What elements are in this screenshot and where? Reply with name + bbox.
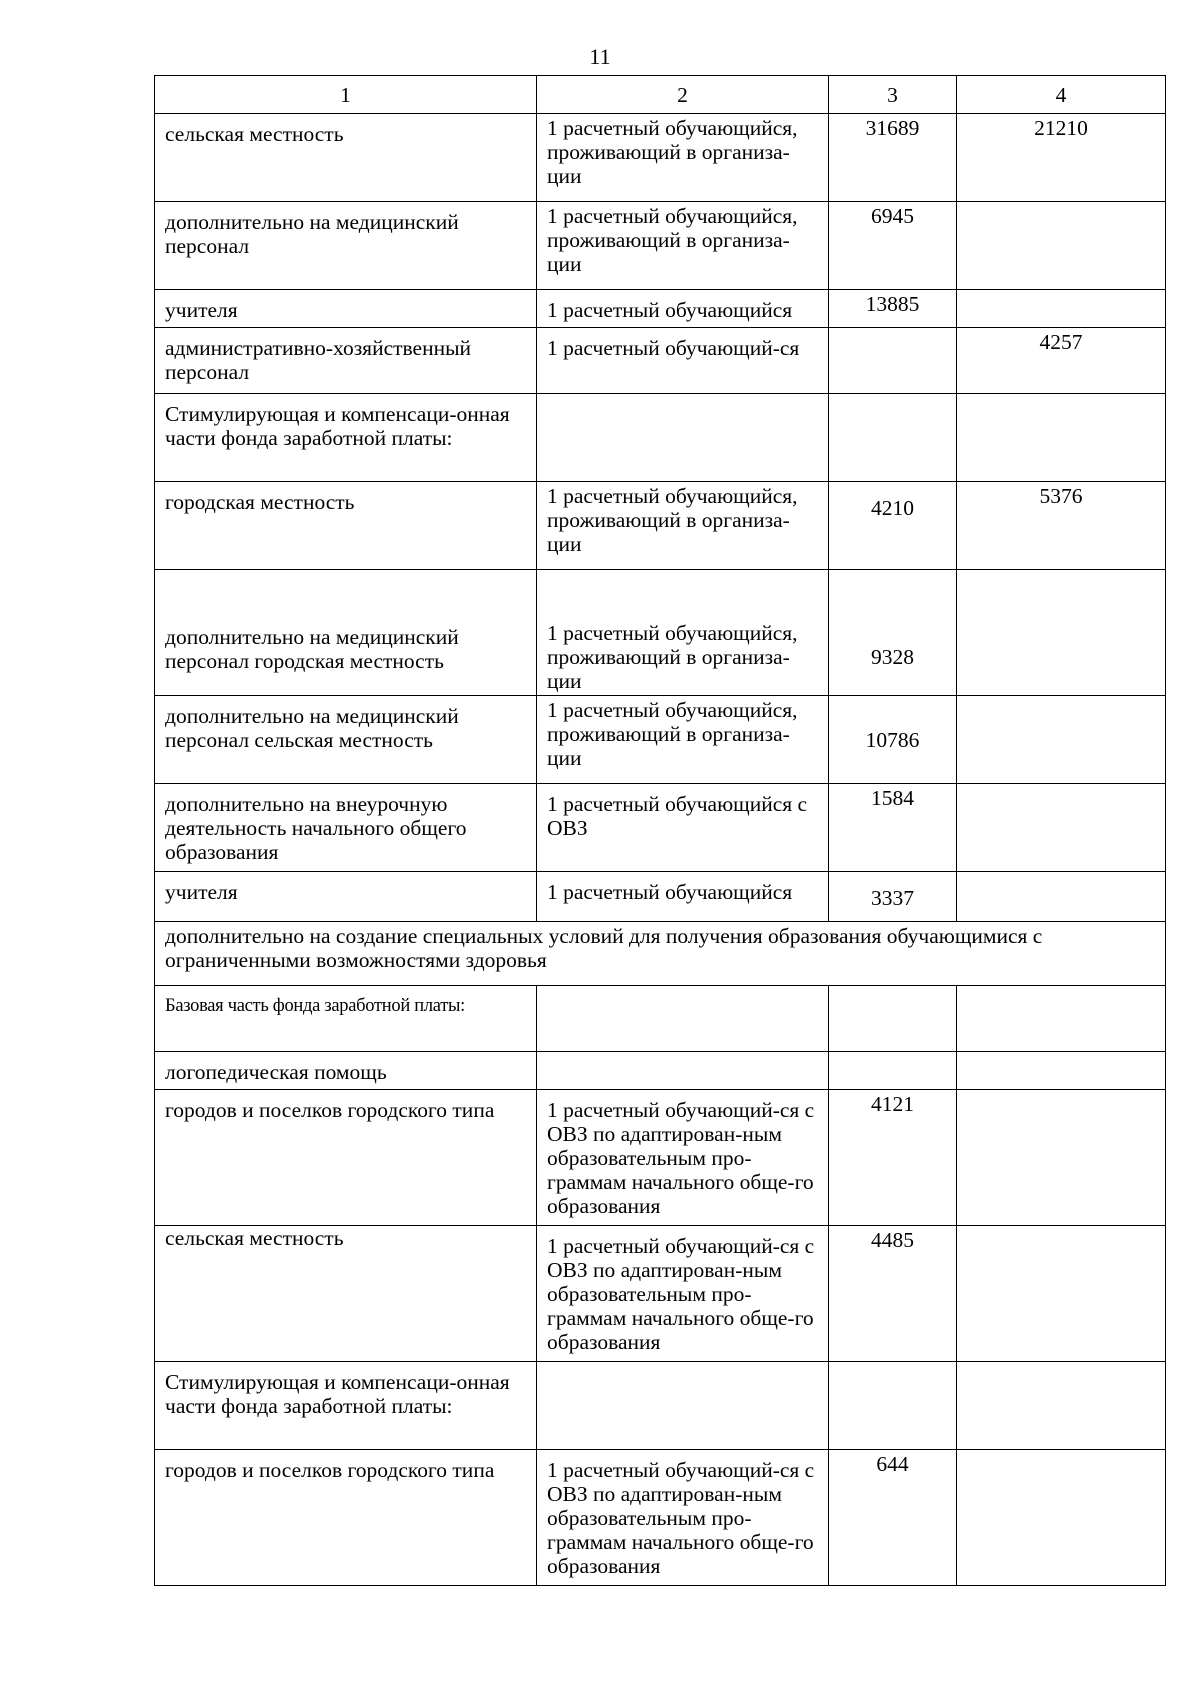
norms-table xyxy=(154,75,1166,1586)
table-row xyxy=(155,872,1166,922)
table-row xyxy=(155,482,1166,570)
row-value-col4 xyxy=(957,1052,1166,1090)
table-row xyxy=(155,1362,1166,1450)
header-col-4: 4 xyxy=(957,76,1166,114)
row-name: городов и поселков городского типа xyxy=(155,1450,537,1586)
row-name: учителя xyxy=(155,872,537,922)
row-value-col3: 4485 xyxy=(829,1226,957,1362)
row-name: городская местность xyxy=(155,482,537,570)
row-value-col3: 4121 xyxy=(829,1090,957,1226)
section-title: дополнительно на создание специальных условий для получения образования обучающимися с ограниченными возможностями здоровья xyxy=(155,922,1166,986)
row-value-col3: 3337 xyxy=(829,872,957,922)
row-name: Стимулирующая и компенсаци-онная части фонда заработной платы: xyxy=(155,1362,537,1450)
table-header-row xyxy=(155,76,1166,114)
row-name: Базовая часть фонда заработной платы: xyxy=(155,986,537,1052)
row-value-col4 xyxy=(957,570,1166,696)
row-name: Стимулирующая и компенсаци-онная части фонда заработной платы: xyxy=(155,394,537,482)
row-value-col3 xyxy=(829,1052,957,1090)
table-row xyxy=(155,394,1166,482)
row-value-col3: 31689 xyxy=(829,114,957,202)
row-value-col3 xyxy=(829,394,957,482)
row-value-col3 xyxy=(829,328,957,394)
row-value-col4 xyxy=(957,986,1166,1052)
row-value-col3: 9328 xyxy=(829,570,957,696)
table-row xyxy=(155,1226,1166,1362)
row-unit xyxy=(537,394,829,482)
row-value-col4: 4257 xyxy=(957,328,1166,394)
row-value-col4 xyxy=(957,784,1166,872)
table-row xyxy=(155,1450,1166,1586)
row-unit: 1 расчетный обучающийся, проживающий в организа-ции xyxy=(537,202,829,290)
row-name: дополнительно на внеурочную деятельность начального общего образования xyxy=(155,784,537,872)
row-value-col3 xyxy=(829,1362,957,1450)
row-value-col4 xyxy=(957,1362,1166,1450)
row-value-col4 xyxy=(957,696,1166,784)
table-row xyxy=(155,328,1166,394)
row-unit: 1 расчетный обучающий-ся xyxy=(537,328,829,394)
table-row xyxy=(155,696,1166,784)
row-unit: 1 расчетный обучающийся xyxy=(537,872,829,922)
row-value-col4 xyxy=(957,394,1166,482)
row-unit xyxy=(537,986,829,1052)
row-unit: 1 расчетный обучающийся, проживающий в организа-ции xyxy=(537,696,829,784)
row-name: сельская местность xyxy=(155,114,537,202)
row-unit: 1 расчетный обучающий-ся с ОВЗ по адаптирован-ным образовательным про-граммам начального обще-го образования xyxy=(537,1226,829,1362)
section-title-row xyxy=(155,922,1166,986)
page-number: 11 xyxy=(589,44,611,69)
row-value-col4 xyxy=(957,290,1166,328)
row-unit: 1 расчетный обучающийся с ОВЗ xyxy=(537,784,829,872)
row-value-col3: 10786 xyxy=(829,696,957,784)
row-name: сельская местность xyxy=(155,1226,537,1362)
row-unit: 1 расчетный обучающий-ся с ОВЗ по адаптирован-ным образовательным про-граммам начального обще-го образования xyxy=(537,1090,829,1226)
row-name: городов и поселков городского типа xyxy=(155,1090,537,1226)
row-value-col3: 1584 xyxy=(829,784,957,872)
row-unit: 1 расчетный обучающийся, проживающий в организа-ции xyxy=(537,570,829,696)
row-name: дополнительно на медицинский персонал сельская местность xyxy=(155,696,537,784)
table-row xyxy=(155,1090,1166,1226)
row-name: дополнительно на медицинский персонал городская местность xyxy=(155,570,537,696)
row-unit xyxy=(537,1362,829,1450)
header-col-1: 1 xyxy=(155,76,537,114)
row-unit xyxy=(537,1052,829,1090)
row-unit: 1 расчетный обучающийся xyxy=(537,290,829,328)
row-value-col4: 5376 xyxy=(957,482,1166,570)
row-unit: 1 расчетный обучающийся, проживающий в организа-ции xyxy=(537,482,829,570)
table-row xyxy=(155,986,1166,1052)
table-row xyxy=(155,202,1166,290)
row-unit: 1 расчетный обучающий-ся с ОВЗ по адаптирован-ным образовательным про-граммам начального обще-го образования xyxy=(537,1450,829,1586)
table-row xyxy=(155,114,1166,202)
row-value-col4 xyxy=(957,872,1166,922)
table-row xyxy=(155,570,1166,696)
row-name: логопедическая помощь xyxy=(155,1052,537,1090)
row-name: административно-хозяйственный персонал xyxy=(155,328,537,394)
table-row xyxy=(155,1052,1166,1090)
row-value-col3: 644 xyxy=(829,1450,957,1586)
row-unit: 1 расчетный обучающийся, проживающий в организа-ции xyxy=(537,114,829,202)
row-value-col4 xyxy=(957,1450,1166,1586)
row-value-col3: 6945 xyxy=(829,202,957,290)
row-name: дополнительно на медицинский персонал xyxy=(155,202,537,290)
row-value-col3: 13885 xyxy=(829,290,957,328)
header-col-2: 2 xyxy=(537,76,829,114)
row-value-col3 xyxy=(829,986,957,1052)
row-value-col4 xyxy=(957,202,1166,290)
row-name: учителя xyxy=(155,290,537,328)
header-col-3: 3 xyxy=(829,76,957,114)
row-value-col4: 21210 xyxy=(957,114,1166,202)
row-value-col4 xyxy=(957,1090,1166,1226)
row-value-col4 xyxy=(957,1226,1166,1362)
table-row xyxy=(155,784,1166,872)
table-row xyxy=(155,290,1166,328)
row-value-col3: 4210 xyxy=(829,482,957,570)
